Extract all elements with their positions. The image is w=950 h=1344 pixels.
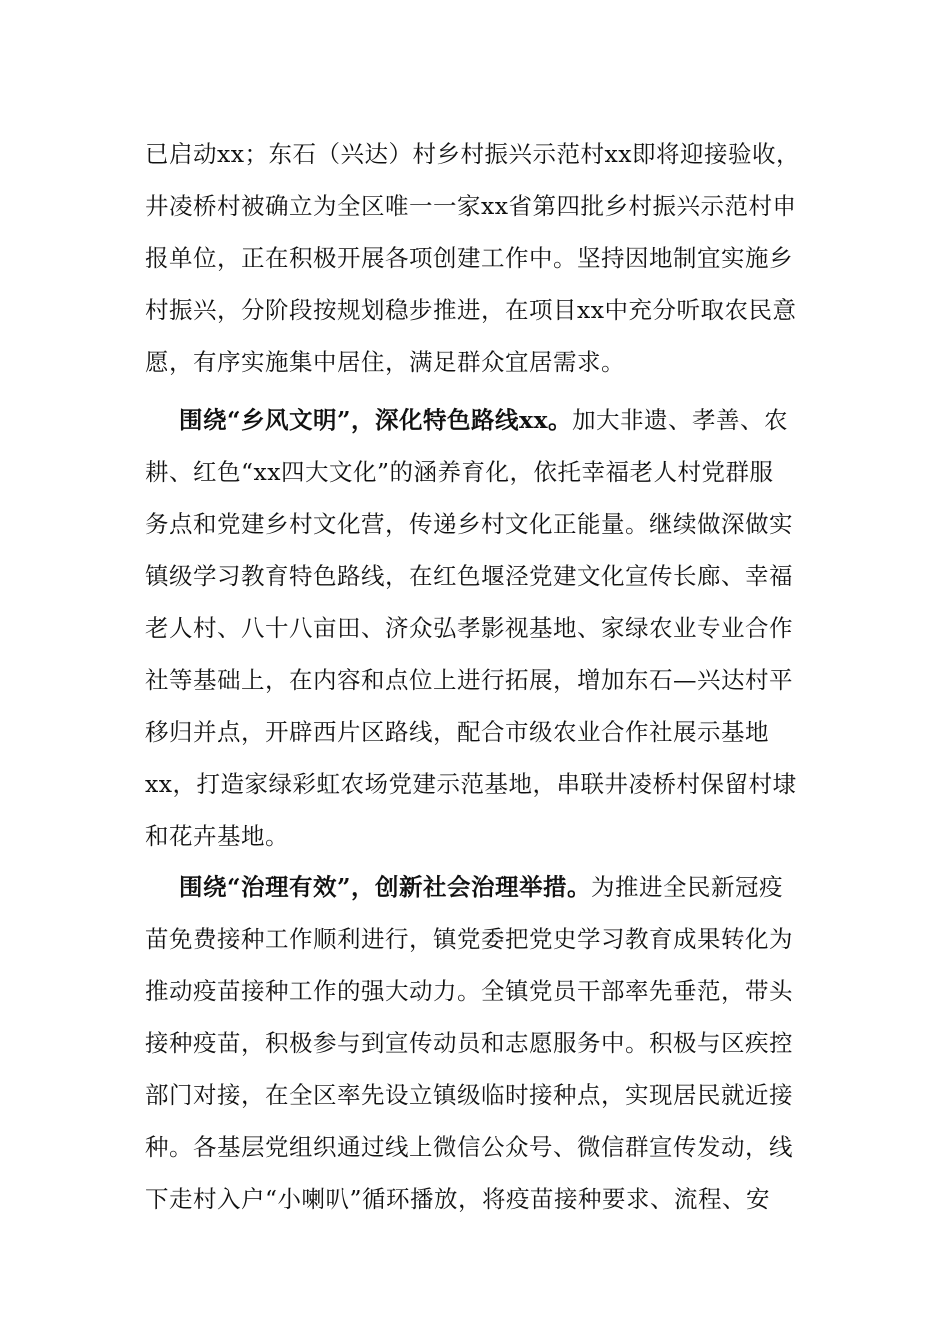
paragraph-line: 井凌桥村被确立为全区唯一一家xx省第四批乡村振兴示范村申 (145, 192, 797, 220)
paragraph-line: 已启动xx；东石（兴达）村乡村振兴示范村xx即将迎接验收， (145, 140, 801, 168)
paragraph-first-line-rest: 加大非遗、孝善、农 (572, 406, 789, 434)
paragraph-line: 种。各基层党组织通过线上微信公众号、微信群宣传发动，线 (145, 1133, 793, 1161)
paragraph-first-line-rest: 为推进全民新冠疫 (591, 873, 784, 901)
paragraph-line: 报单位，正在积极开展各项创建工作中。坚持因地制宜实施乡 (145, 244, 793, 272)
paragraph-line: 村振兴，分阶段按规划稳步推进，在项目xx中充分听取农民意 (145, 296, 797, 324)
paragraph-line: 移归并点，开辟西片区路线，配合市级农业合作社展示基地 (145, 718, 769, 746)
paragraph-line: 社等基础上，在内容和点位上进行拓展，增加东石—兴达村平 (145, 666, 793, 694)
paragraph-effective-governance (145, 861, 805, 1225)
paragraph-line: 镇级学习教育特色路线，在红色堰泾党建文化宣传长廊、幸福 (145, 562, 793, 590)
paragraph-line: 苗免费接种工作顺利进行，镇党委把党史学习教育成果转化为 (145, 925, 793, 953)
paragraph-line: 推动疫苗接种工作的强大动力。全镇党员干部率先垂范，带头 (145, 977, 793, 1005)
paragraph-line: xx，打造家绿彩虹农场党建示范基地，串联井凌桥村保留村埭 (145, 770, 797, 798)
paragraph-line: 部门对接，在全区率先设立镇级临时接种点，实现居民就近接 (145, 1081, 793, 1109)
paragraph-line: 和花卉基地。 (145, 822, 289, 850)
paragraph-line: 愿，有序实施集中居住，满足群众宜居需求。 (145, 348, 625, 376)
paragraph-line: 接种疫苗，积极参与到宣传动员和志愿服务中。积极与区疾控 (145, 1029, 793, 1057)
paragraph-line: 耕、红色“xx四大文化”的涵养育化，依托幸福老人村党群服 (145, 458, 774, 486)
paragraph-first-line (145, 861, 805, 913)
paragraph-rural-revitalization (145, 128, 805, 388)
paragraph-lead-heading: 围绕“乡风文明”，深化特色路线xx。 (179, 406, 573, 434)
paragraph-line: 务点和党建乡村文化营，传递乡村文化正能量。继续做深做实 (145, 510, 793, 538)
paragraph-line: 下走村入户“小喇叭”循环播放，将疫苗接种要求、流程、安 (145, 1185, 771, 1213)
paragraph-line: 老人村、八十八亩田、济众弘孝影视基地、家绿农业专业合作 (145, 614, 793, 642)
paragraph-rural-civilization (145, 394, 805, 862)
paragraph-first-line (145, 394, 805, 446)
paragraph-lead-heading: 围绕“治理有效”，创新社会治理举措。 (179, 873, 592, 901)
